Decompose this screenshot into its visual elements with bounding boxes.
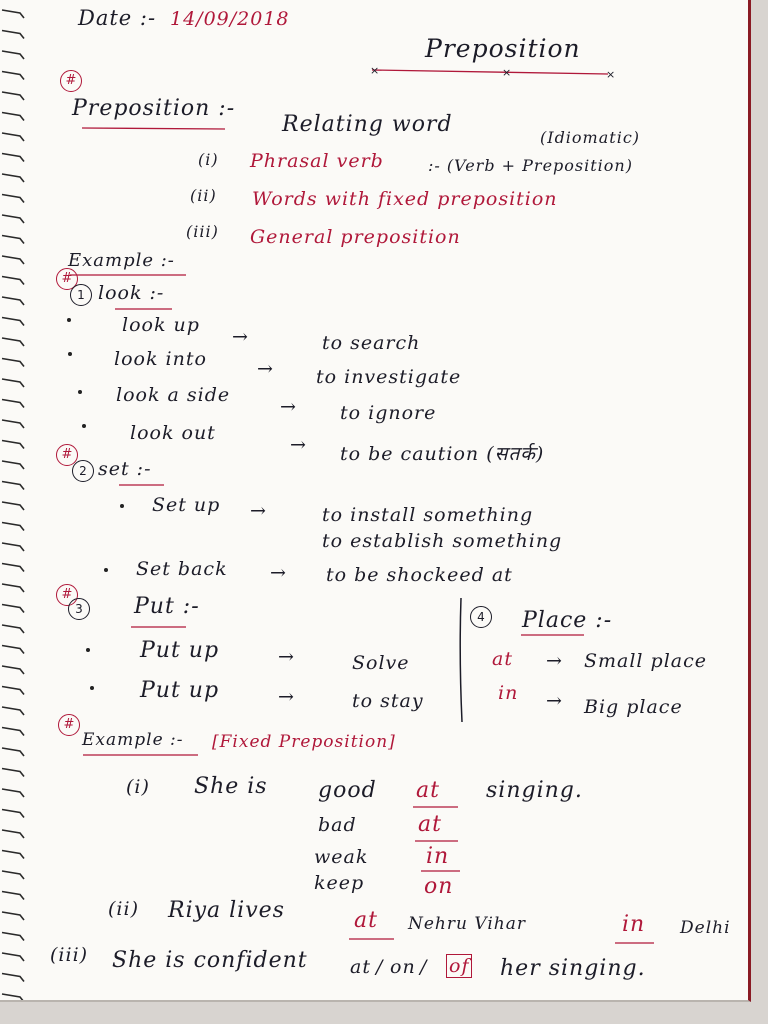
bullet xyxy=(86,648,90,652)
spiral-ring xyxy=(2,707,24,715)
spiral-ring xyxy=(2,584,24,592)
look-meaning-1: to search xyxy=(322,332,421,354)
put-arrow-2: → xyxy=(278,686,295,708)
spiral-ring xyxy=(2,810,24,818)
spiral-ring xyxy=(2,502,24,510)
spiral-ring xyxy=(2,113,24,121)
title-underline xyxy=(368,62,618,78)
svg-text:×: × xyxy=(370,64,380,77)
look-phrase-3: look a side xyxy=(116,384,231,406)
spiral-ring xyxy=(2,195,24,203)
spiral-ring xyxy=(2,236,24,244)
example-label: Example :- xyxy=(68,250,175,271)
look-phrase-4: look out xyxy=(130,422,216,444)
look-phrase-2: look into xyxy=(114,348,207,370)
place-heading: Place :- xyxy=(522,608,613,633)
set-meaning-2: to be shockeed at xyxy=(326,564,513,586)
s1-prep-2: at xyxy=(418,812,442,837)
intro-item-1-num: (i) xyxy=(198,150,219,169)
spiral-ring xyxy=(2,748,24,756)
s3-opt-1: at xyxy=(350,956,371,978)
s2-c: Delhi xyxy=(680,918,731,938)
s1-num: (i) xyxy=(126,776,150,798)
look-meaning-2: to investigate xyxy=(316,366,462,388)
s1-adj-1: good xyxy=(318,778,377,803)
spiral-ring xyxy=(2,543,24,551)
look-arrow-3: → xyxy=(280,396,297,418)
spiral-ring xyxy=(2,215,24,223)
s3-sep-1: / xyxy=(376,956,384,978)
spiral-ring xyxy=(2,728,24,736)
spiral-ring xyxy=(2,379,24,387)
s3-c: her singing. xyxy=(500,956,646,981)
look-meaning-3: to ignore xyxy=(340,402,437,424)
bullet xyxy=(67,318,71,322)
put-heading: Put :- xyxy=(134,594,200,619)
s1-adj-2: bad xyxy=(318,814,357,836)
section-number: 4 xyxy=(470,606,492,628)
spiral-ring xyxy=(2,10,24,18)
idiomatic-note: (Idiomatic) xyxy=(540,128,641,147)
spiral-ring xyxy=(2,318,24,326)
spiral-ring xyxy=(2,933,24,941)
s1-prep-3: in xyxy=(426,844,450,869)
section-number: 3 xyxy=(68,598,90,620)
svg-text:×: × xyxy=(502,66,512,78)
s2-p1: at xyxy=(354,908,378,933)
look-arrow-2: → xyxy=(257,358,274,380)
s3-a: She is confident xyxy=(112,948,308,973)
bullet xyxy=(82,424,86,428)
intro-item-3-text: General preposition xyxy=(250,226,461,248)
spiral-ring xyxy=(2,605,24,613)
spiral-ring xyxy=(2,994,24,1000)
set-heading-underline xyxy=(118,482,168,488)
spiral-ring xyxy=(2,564,24,572)
spiral-ring xyxy=(2,687,24,695)
spiral-ring xyxy=(2,359,24,367)
s3-sep-2: / xyxy=(420,956,428,978)
look-heading: look :- xyxy=(98,282,165,304)
date-label: Date :- xyxy=(78,6,157,30)
set-heading: set :- xyxy=(98,458,152,480)
set-meaning-1b: to establish something xyxy=(322,530,563,552)
hash-mark: # xyxy=(56,444,78,466)
s2-a: Riya lives xyxy=(168,898,285,923)
s1-prep-1: at xyxy=(416,778,440,803)
put-meaning-2: to stay xyxy=(352,690,424,712)
place-meaning-1: Small place xyxy=(584,650,708,672)
spiral-ring xyxy=(2,912,24,920)
spiral-ring xyxy=(2,277,24,285)
place-prep-2: in xyxy=(498,682,519,704)
section-number: 2 xyxy=(72,460,94,482)
look-arrow-4: → xyxy=(290,434,307,456)
prep-underline xyxy=(614,940,658,946)
look-phrase-1: look up xyxy=(122,314,200,336)
fixed-example-underline xyxy=(82,752,202,758)
fixed-example-label: Example :- xyxy=(82,730,184,750)
spiral-binding xyxy=(0,0,32,1000)
place-arrow-2: → xyxy=(546,690,563,712)
s2-p2: in xyxy=(622,912,646,937)
hash-mark: # xyxy=(56,268,78,290)
spiral-ring xyxy=(2,666,24,674)
place-heading-underline xyxy=(520,632,590,638)
s1-adj-3: weak xyxy=(314,846,369,868)
spiral-ring xyxy=(2,297,24,305)
s3-num: (iii) xyxy=(50,944,89,966)
intro-heading-underline xyxy=(80,124,230,132)
set-arrow-2: → xyxy=(270,562,287,584)
set-phrase-2: Set back xyxy=(136,558,228,580)
spiral-ring xyxy=(2,92,24,100)
intro-item-2-text: Words with fixed preposition xyxy=(252,188,558,210)
intro-item-1-extra: :- (Verb + Preposition) xyxy=(428,156,633,175)
spiral-ring xyxy=(2,789,24,797)
put-meaning-1: Solve xyxy=(352,652,410,674)
place-arrow-1: → xyxy=(546,650,563,672)
intro-definition: Relating word xyxy=(282,112,453,137)
spiral-ring xyxy=(2,461,24,469)
bullet xyxy=(78,390,82,394)
column-divider xyxy=(456,596,466,726)
spiral-ring xyxy=(2,625,24,633)
spiral-ring xyxy=(2,256,24,264)
s1-adj-4: keep xyxy=(314,872,365,894)
spiral-ring xyxy=(2,400,24,408)
s2-num: (ii) xyxy=(108,898,139,920)
intro-item-1-text: Phrasal verb xyxy=(250,150,384,172)
spiral-ring xyxy=(2,154,24,162)
spiral-ring xyxy=(2,974,24,982)
set-arrow-1: → xyxy=(250,500,267,522)
spiral-ring xyxy=(2,441,24,449)
s3-opt-3-boxed: of xyxy=(446,954,472,978)
look-heading-underline xyxy=(114,306,174,312)
spiral-ring xyxy=(2,338,24,346)
page-title: Preposition xyxy=(425,34,581,63)
example-underline xyxy=(68,272,188,278)
prep-underline xyxy=(412,804,462,810)
spiral-ring xyxy=(2,51,24,59)
fixed-bracket: [Fixed Preposition] xyxy=(212,732,396,752)
spiral-ring xyxy=(2,420,24,428)
spiral-ring xyxy=(2,133,24,141)
set-phrase-1: Set up xyxy=(152,494,221,516)
spiral-ring xyxy=(2,482,24,490)
bullet xyxy=(90,686,94,690)
bullet xyxy=(120,504,124,508)
s1-start: She is xyxy=(194,774,268,799)
spiral-ring xyxy=(2,646,24,654)
put-phrase-1: Put up xyxy=(140,638,220,663)
place-meaning-2: Big place xyxy=(584,696,683,718)
spiral-ring xyxy=(2,953,24,961)
spiral-ring xyxy=(2,523,24,531)
spiral-ring xyxy=(2,871,24,879)
section-number: 1 xyxy=(70,284,92,306)
s2-b: Nehru Vihar xyxy=(408,914,526,934)
spiral-ring xyxy=(2,851,24,859)
date-value: 14/09/2018 xyxy=(170,8,290,30)
hash-mark: # xyxy=(58,714,80,736)
intro-item-2-num: (ii) xyxy=(190,186,217,205)
put-arrow-1: → xyxy=(278,646,295,668)
s1-end: singing. xyxy=(486,778,583,803)
spiral-ring xyxy=(2,31,24,39)
spiral-ring xyxy=(2,72,24,80)
put-heading-underline xyxy=(130,624,190,630)
bullet xyxy=(68,352,72,356)
intro-heading: Preposition :- xyxy=(72,96,236,121)
set-meaning-1: to install something xyxy=(322,504,534,526)
spiral-ring xyxy=(2,769,24,777)
look-arrow-1: → xyxy=(232,326,249,348)
put-phrase-2: Put up xyxy=(140,678,220,703)
look-meaning-4: to be caution (सतर्क) xyxy=(340,443,545,465)
spiral-ring xyxy=(2,830,24,838)
spiral-ring xyxy=(2,174,24,182)
s3-opt-2: on xyxy=(390,956,416,978)
intro-item-3-num: (iii) xyxy=(186,222,219,241)
hash-mark: # xyxy=(56,584,78,606)
spiral-ring xyxy=(2,892,24,900)
hash-mark: # xyxy=(60,70,82,92)
place-prep-1: at xyxy=(492,648,513,670)
prep-underline xyxy=(348,936,398,942)
bullet xyxy=(104,568,108,572)
s1-prep-4: on xyxy=(424,874,454,899)
svg-text:×: × xyxy=(606,68,616,78)
